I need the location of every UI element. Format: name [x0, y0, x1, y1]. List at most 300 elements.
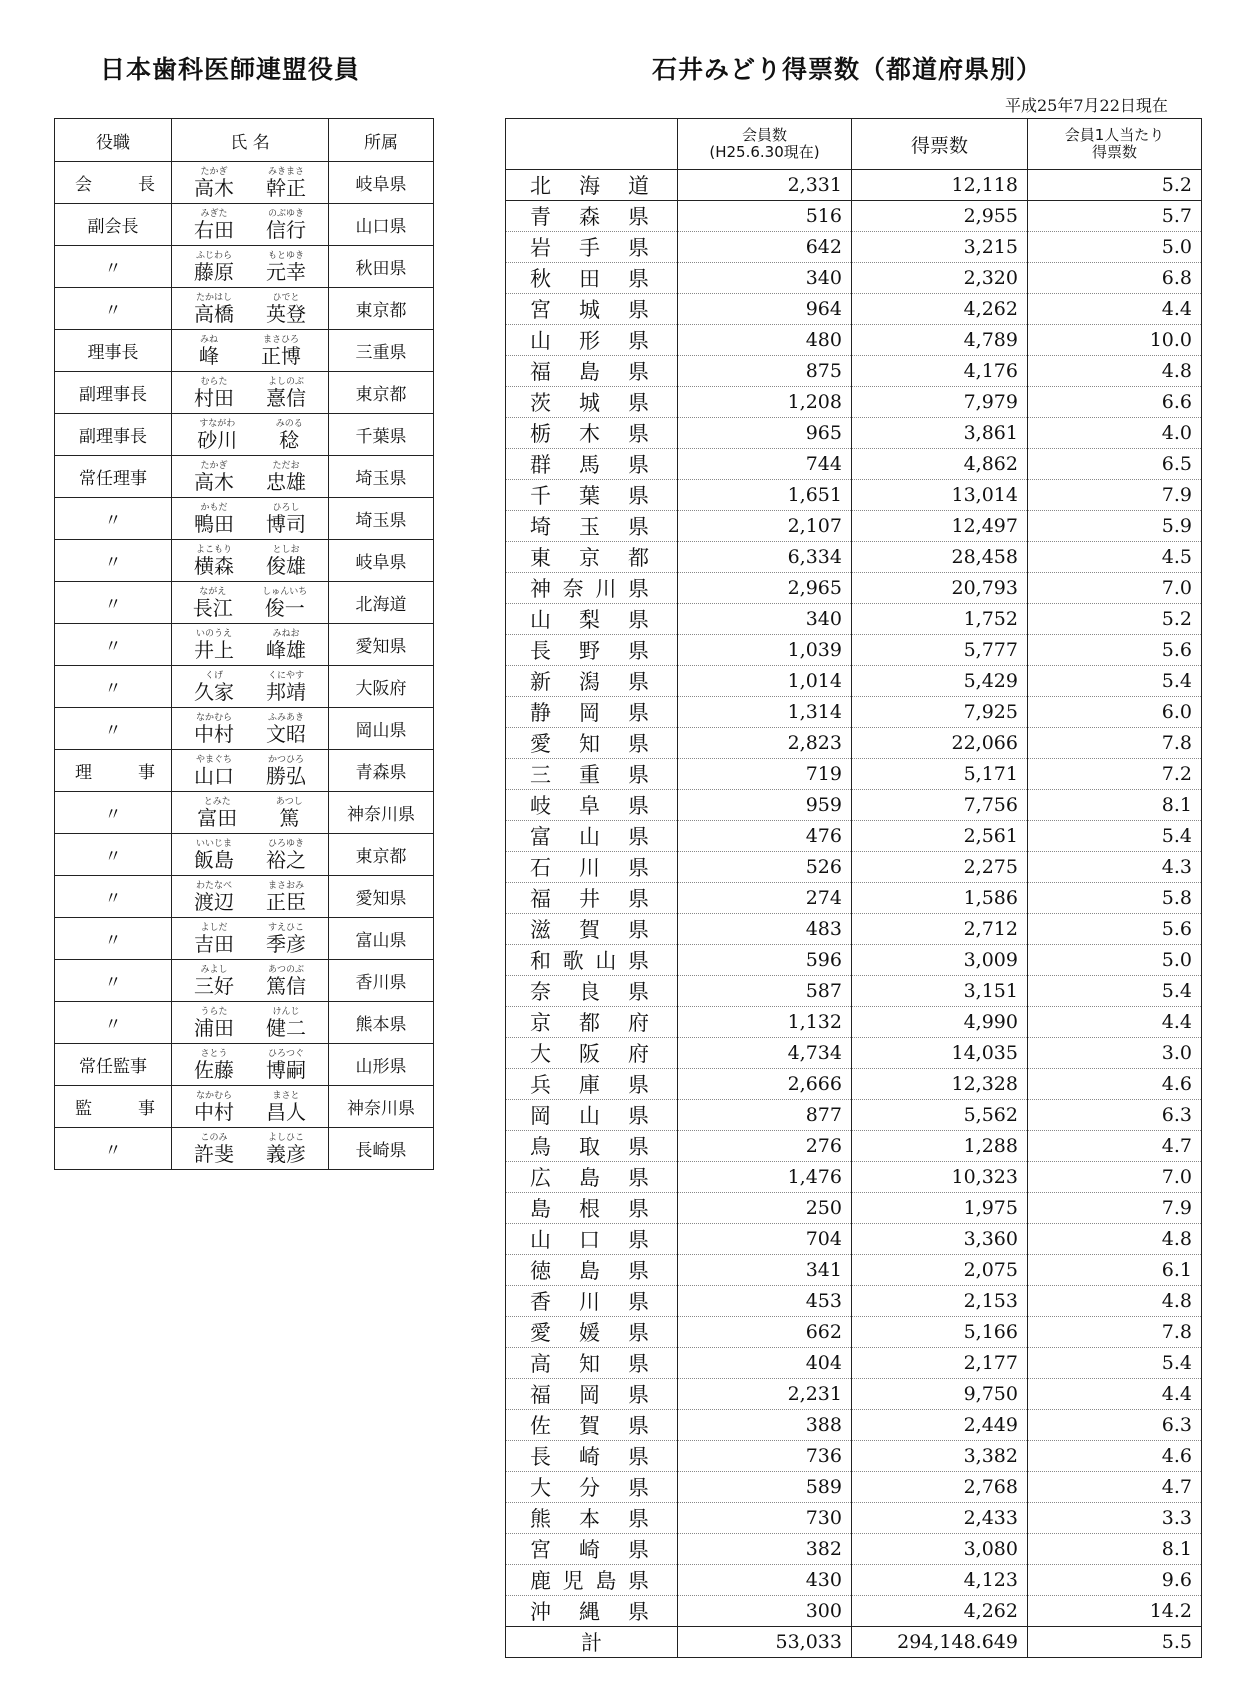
prefecture-name-text-char: 梨 [578, 608, 600, 632]
prefecture-name-text [506, 1162, 677, 1192]
officer-pref: 山口県 [329, 204, 434, 246]
votes-table [505, 118, 1202, 1658]
officer-name-part [194, 1092, 234, 1122]
vote-count: 5,166 [851, 1317, 1027, 1348]
prefecture-name [506, 1317, 678, 1348]
officer-role: 〃 [55, 540, 172, 582]
officer-name-wrap [172, 588, 328, 618]
prefecture-row [506, 697, 1202, 728]
officer-name-part [194, 924, 234, 954]
prefecture-name-text [506, 759, 677, 789]
officer-name-ruby: のぶゆき [267, 208, 304, 219]
officer-name-wrap [172, 672, 328, 702]
prefecture-name-text-char: 賀 [578, 1414, 600, 1438]
officer-name-part [266, 546, 306, 576]
officer-name-part [194, 882, 234, 912]
vote-count: 4,990 [851, 1007, 1027, 1038]
prefecture-name-text [506, 1193, 677, 1223]
officer-name-ruby: かもだ [200, 502, 228, 513]
prefecture-name-text-char: 庫 [578, 1073, 600, 1097]
prefecture-name-text-char: 島 [578, 360, 600, 384]
vote-count: 4,262 [851, 294, 1027, 325]
votes-per-member: 7.2 [1027, 759, 1201, 790]
officer-name-kanji: 高橋 [194, 301, 234, 326]
prefecture-name-text-char: 森 [578, 205, 600, 229]
member-count: 430 [677, 1565, 851, 1596]
member-count: 736 [677, 1441, 851, 1472]
officer-name-kanji: 博司 [266, 511, 306, 536]
member-count: 2,107 [677, 511, 851, 542]
prefecture-name-text-char: 野 [578, 639, 600, 663]
officer-role-spread-char: 会 [75, 175, 92, 195]
vote-count: 14,035 [851, 1038, 1027, 1069]
prefecture-name-text [506, 728, 677, 758]
prefecture-name-text [506, 170, 677, 200]
prefecture-name-text-char: 山 [578, 825, 600, 849]
header-ratio [1027, 119, 1201, 170]
officer-name-ruby: なかむら [195, 1090, 232, 1101]
officer-name-kanji: 渡辺 [194, 889, 234, 914]
officer-row [55, 540, 434, 582]
vote-count: 3,861 [851, 418, 1027, 449]
member-count: 340 [677, 263, 851, 294]
officer-name-kanji: 忠雄 [266, 469, 306, 494]
prefecture-name-text-char: 鳥 [530, 1135, 551, 1159]
officer-role: 〃 [55, 582, 172, 624]
officer-pref: 埼玉県 [329, 498, 434, 540]
officer-name-wrap [172, 1092, 328, 1122]
prefecture-name-text [506, 1565, 677, 1595]
prefecture-name [506, 325, 678, 356]
officer-name-kanji: 邦靖 [266, 679, 306, 704]
officer-name-ruby: わたなべ [195, 880, 232, 891]
vote-count: 12,118 [851, 170, 1027, 201]
officer-name-wrap [172, 840, 328, 870]
prefecture-name-text-char: 県 [627, 856, 649, 880]
officer-role: 副理事長 [55, 372, 172, 414]
prefecture-name-text-char: 山 [530, 608, 551, 632]
prefecture-name [506, 1348, 678, 1379]
officer-name-part [261, 336, 301, 366]
vote-count: 10,323 [851, 1162, 1027, 1193]
prefecture-name [506, 1379, 678, 1410]
officer-name-kanji: 正臣 [266, 889, 306, 914]
prefecture-name-text-char: 大 [530, 1042, 551, 1066]
officer-pref: 岡山県 [329, 708, 434, 750]
officer-role [55, 162, 172, 204]
prefecture-name-text-char: 熊 [530, 1507, 551, 1531]
prefecture-name-text-char: 奈 [530, 980, 551, 1004]
votes-per-member: 4.6 [1027, 1069, 1201, 1100]
prefecture-name-text-char: 群 [530, 453, 551, 477]
officer-name-ruby: すながわ [199, 418, 236, 429]
prefecture-name-text-char: 県 [627, 794, 649, 818]
officer-pref: 東京都 [329, 288, 434, 330]
vote-count: 3,009 [851, 945, 1027, 976]
officer-name [172, 918, 329, 960]
prefecture-name-text-char: 取 [578, 1135, 600, 1159]
officer-role-spread [55, 170, 171, 195]
officer-name-part [193, 588, 233, 618]
officer-name-wrap [172, 546, 328, 576]
prefecture-name [506, 294, 678, 325]
officer-pref: 長崎県 [329, 1128, 434, 1170]
votes-per-member: 4.5 [1027, 542, 1201, 573]
prefecture-name [506, 759, 678, 790]
vote-count: 22,066 [851, 728, 1027, 759]
officer-pref: 北海道 [329, 582, 434, 624]
prefecture-name [506, 945, 678, 976]
prefecture-name-text-char: 県 [627, 1569, 649, 1593]
member-count: 4,734 [677, 1038, 851, 1069]
prefecture-name-text-char: 県 [627, 1352, 649, 1376]
officer-name-ruby: しゅんいち [262, 586, 308, 597]
prefecture-name [506, 201, 678, 232]
officer-name-ruby: みよし [200, 964, 228, 975]
prefecture-name-text-char: 県 [627, 1259, 649, 1283]
vote-count: 4,176 [851, 356, 1027, 387]
officer-role: 〃 [55, 834, 172, 876]
prefecture-name [506, 1410, 678, 1441]
officer-role [55, 750, 172, 792]
prefecture-name-text-char: 岩 [530, 236, 551, 260]
prefecture-name-text-char: 県 [627, 918, 649, 942]
officer-name-ruby: よこもり [195, 544, 232, 555]
votes-per-member: 7.8 [1027, 728, 1201, 759]
member-count: 744 [677, 449, 851, 480]
officer-role-spread-char: 監 [75, 1099, 92, 1119]
officer-name-part [266, 1008, 306, 1038]
prefecture-name-text-char: 石 [530, 856, 551, 880]
vote-count: 12,497 [851, 511, 1027, 542]
prefecture-name-text-char: 県 [627, 825, 649, 849]
vote-count: 7,979 [851, 387, 1027, 418]
prefecture-name [506, 387, 678, 418]
prefecture-name-text [506, 449, 677, 479]
prefecture-name-text [506, 1038, 677, 1068]
prefecture-row [506, 1286, 1202, 1317]
prefecture-name-text-char: 県 [627, 949, 649, 973]
total-label: 計 [506, 1627, 678, 1658]
prefecture-name [506, 356, 678, 387]
member-count: 877 [677, 1100, 851, 1131]
officer-name-part [266, 1050, 306, 1080]
prefecture-name [506, 604, 678, 635]
prefecture-row [506, 635, 1202, 666]
officer-name-part [276, 798, 303, 828]
officer-name-kanji: 井上 [194, 637, 234, 662]
officer-pref: 秋田県 [329, 246, 434, 288]
votes-per-member: 6.1 [1027, 1255, 1201, 1286]
officer-name-kanji: 吉田 [194, 931, 234, 956]
officer-name [172, 960, 329, 1002]
prefecture-row [506, 1038, 1202, 1069]
prefecture-name-text-char: 口 [578, 1228, 600, 1252]
prefecture-name [506, 1565, 678, 1596]
prefecture-name-text-char: 県 [627, 453, 649, 477]
officer-row [55, 834, 434, 876]
vote-count: 1,288 [851, 1131, 1027, 1162]
officer-name-part [266, 966, 306, 996]
prefecture-name-text [506, 1441, 677, 1471]
votes-per-member: 7.8 [1027, 1317, 1201, 1348]
member-count: 596 [677, 945, 851, 976]
officer-name-kanji: 元幸 [266, 259, 306, 284]
prefecture-name-text [506, 1286, 677, 1316]
prefecture-row [506, 821, 1202, 852]
vote-count: 4,262 [851, 1596, 1027, 1627]
prefecture-name-text-char: 青 [530, 205, 551, 229]
prefecture-name [506, 1596, 678, 1627]
votes-per-member: 4.3 [1027, 852, 1201, 883]
prefecture-name-text-char: 岡 [578, 701, 600, 725]
officer-name-ruby: よしだ [200, 922, 228, 933]
votes-per-member: 4.8 [1027, 1224, 1201, 1255]
prefecture-name-text-char: 知 [578, 732, 600, 756]
prefecture-name [506, 542, 678, 573]
officer-name-part [194, 672, 234, 702]
vote-count: 2,275 [851, 852, 1027, 883]
officer-role: 〃 [55, 1002, 172, 1044]
prefecture-name-text-char: 形 [578, 329, 600, 353]
prefecture-name-text-char: 井 [578, 887, 600, 911]
officer-role: 〃 [55, 792, 172, 834]
officer-name-kanji: 浦田 [194, 1015, 234, 1040]
prefecture-row [506, 1534, 1202, 1565]
member-count: 476 [677, 821, 851, 852]
member-count: 2,823 [677, 728, 851, 759]
member-count: 642 [677, 232, 851, 263]
officer-name-kanji: 義彦 [266, 1141, 306, 1166]
prefecture-name-text-char: 島 [530, 1197, 551, 1221]
officer-name [172, 1086, 329, 1128]
officer-name-part [266, 378, 306, 408]
member-count: 340 [677, 604, 851, 635]
prefecture-name-text-char: 神 [530, 577, 551, 601]
prefecture-name [506, 1100, 678, 1131]
votes-per-member: 5.0 [1027, 232, 1201, 263]
member-count: 2,666 [677, 1069, 851, 1100]
prefecture-name-text-char: 重 [578, 763, 600, 787]
prefecture-name-text-char: 都 [627, 546, 649, 570]
prefecture-name-text [506, 697, 677, 727]
prefecture-name-text-char: 阪 [578, 1042, 600, 1066]
prefecture-name [506, 883, 678, 914]
prefecture-row [506, 356, 1202, 387]
member-count: 1,476 [677, 1162, 851, 1193]
prefecture-row [506, 883, 1202, 914]
officer-role: 〃 [55, 246, 172, 288]
votes-per-member: 5.4 [1027, 666, 1201, 697]
prefecture-name-text-char: 道 [627, 174, 649, 198]
prefecture-name-text-char: 賀 [578, 918, 600, 942]
prefecture-row [506, 1193, 1202, 1224]
prefecture-row [506, 852, 1202, 883]
prefecture-row [506, 1441, 1202, 1472]
prefecture-name-text-char: 岐 [530, 794, 551, 818]
prefecture-name-text-char: 川 [578, 1290, 600, 1314]
prefecture-row [506, 1410, 1202, 1441]
officer-role-spread-char: 事 [138, 1099, 155, 1119]
officer-name-part [266, 1134, 306, 1164]
prefecture-name-text [506, 914, 677, 944]
prefecture-name-text [506, 821, 677, 851]
member-count: 276 [677, 1131, 851, 1162]
officer-name-kanji: 鴨田 [194, 511, 234, 536]
officer-name-wrap [172, 882, 328, 912]
officer-name-wrap [172, 378, 328, 408]
member-count: 526 [677, 852, 851, 883]
as-of-date: 平成25年7月22日現在 [1005, 96, 1168, 115]
officer-name-part [266, 924, 306, 954]
prefecture-row [506, 325, 1202, 356]
officer-name-ruby: まさひろ [262, 334, 299, 345]
prefecture-name-text-char: 千 [530, 484, 551, 508]
prefecture-name-text [506, 1100, 677, 1130]
officer-name-ruby: もとゆき [267, 250, 304, 261]
vote-count: 3,360 [851, 1224, 1027, 1255]
votes-header-row [506, 119, 1202, 170]
votes-per-member: 4.8 [1027, 1286, 1201, 1317]
prefecture-name-text [506, 294, 677, 324]
officer-name-ruby: いのうえ [195, 628, 232, 639]
officer-name-ruby: ながえ [199, 586, 227, 597]
officer-name-wrap [172, 336, 328, 366]
prefecture-name-text-char: 本 [578, 1507, 600, 1531]
prefecture-name-text-char: 県 [627, 422, 649, 446]
vote-count: 9,750 [851, 1379, 1027, 1410]
prefecture-name-text [506, 1007, 677, 1037]
member-count: 453 [677, 1286, 851, 1317]
officer-name-ruby: ふじわら [195, 250, 232, 261]
prefecture-row [506, 666, 1202, 697]
prefecture-row [506, 976, 1202, 1007]
officer-name-ruby: すえひこ [267, 922, 304, 933]
officer-name-wrap [172, 420, 328, 450]
member-count: 382 [677, 1534, 851, 1565]
officer-name-part [266, 756, 306, 786]
prefecture-name-text-char: 県 [627, 732, 649, 756]
prefecture-name-text-char: 根 [578, 1197, 600, 1221]
officer-name-ruby: たかぎ [200, 460, 228, 471]
prefecture-name-text-char: 県 [627, 1414, 649, 1438]
prefecture-name-text-char: 分 [578, 1476, 600, 1500]
prefecture-name-text [506, 666, 677, 696]
prefecture-name [506, 170, 678, 201]
officer-row [55, 1086, 434, 1128]
prefecture-name-text-char: 県 [627, 1228, 649, 1252]
officer-row [55, 960, 434, 1002]
officer-role: 〃 [55, 1128, 172, 1170]
votes-per-member: 6.6 [1027, 387, 1201, 418]
officer-name-kanji: 正博 [261, 343, 301, 368]
officer-name-kanji: 博嗣 [266, 1057, 306, 1082]
prefecture-name-text [506, 1131, 677, 1161]
officer-name-wrap [172, 714, 328, 744]
prefecture-row [506, 542, 1202, 573]
prefecture-name-text-char: 島 [578, 1166, 600, 1190]
officer-role-spread-char: 事 [138, 763, 155, 783]
officer-name-ruby: とみた [203, 796, 231, 807]
member-count: 1,314 [677, 697, 851, 728]
officer-name-kanji: 峰 [199, 343, 219, 368]
officer-name-kanji: 富田 [197, 805, 238, 830]
prefecture-name-text-char: 徳 [530, 1259, 551, 1283]
officer-name-kanji: 横森 [194, 553, 234, 578]
total-row [506, 1627, 1202, 1658]
officer-name-wrap [172, 756, 328, 786]
vote-count: 1,586 [851, 883, 1027, 914]
prefecture-row [506, 480, 1202, 511]
prefecture-row [506, 573, 1202, 604]
prefecture-name-text-char: 長 [530, 1445, 551, 1469]
votes-per-member: 7.0 [1027, 573, 1201, 604]
member-count: 2,331 [677, 170, 851, 201]
vote-count: 1,975 [851, 1193, 1027, 1224]
prefecture-name-text [506, 232, 677, 262]
officer-name-part [194, 1134, 234, 1164]
prefecture-name-text-char: 知 [578, 1352, 600, 1376]
officer-pref: 山形県 [329, 1044, 434, 1086]
officer-name-part [197, 420, 237, 450]
officer-name-part [266, 714, 306, 744]
vote-count: 2,712 [851, 914, 1027, 945]
officer-name-wrap [172, 462, 328, 492]
prefecture-name-text-char: 阜 [578, 794, 600, 818]
prefecture-name-text [506, 1255, 677, 1285]
officer-name-ruby: なかむら [195, 712, 232, 723]
prefecture-row [506, 1565, 1202, 1596]
officer-pref: 熊本県 [329, 1002, 434, 1044]
officer-role: 常任監事 [55, 1044, 172, 1086]
prefecture-name-text-char: 大 [530, 1476, 551, 1500]
officer-name [172, 372, 329, 414]
prefecture-row [506, 1317, 1202, 1348]
officer-name-kanji: 俊一 [264, 595, 305, 620]
prefecture-name-text [506, 976, 677, 1006]
prefecture-row [506, 1069, 1202, 1100]
officer-name-part [266, 168, 306, 198]
officers-header-row [55, 119, 434, 162]
officer-name-ruby: やまぐち [195, 754, 232, 765]
officer-role-spread-char: 長 [138, 175, 155, 195]
member-count: 965 [677, 418, 851, 449]
officer-name-kanji: 許斐 [194, 1141, 234, 1166]
member-count: 6,334 [677, 542, 851, 573]
prefecture-name [506, 1441, 678, 1472]
prefecture-name [506, 1131, 678, 1162]
prefecture-name-text-char: 福 [530, 1383, 551, 1407]
officer-name-kanji: 勝弘 [266, 763, 306, 788]
vote-count: 3,151 [851, 976, 1027, 1007]
prefecture-name-text-char: 宮 [530, 298, 551, 322]
prefecture-name-text-char: 島 [595, 1569, 617, 1593]
officer-name-ruby: ひろゆき [267, 838, 304, 849]
officer-role: 〃 [55, 708, 172, 750]
officer-name-wrap [172, 504, 328, 534]
officer-name-kanji: 村田 [194, 385, 234, 410]
officer-role: 〃 [55, 960, 172, 1002]
prefecture-name-text [506, 201, 677, 231]
votes-per-member: 6.3 [1027, 1100, 1201, 1131]
prefecture-name-text-char: 崎 [578, 1538, 600, 1562]
prefecture-name-text-char: 山 [578, 1104, 600, 1128]
prefecture-name-text [506, 1534, 677, 1564]
officer-name-part [266, 630, 306, 660]
officer-name-part [194, 294, 234, 324]
prefecture-name-text-char: 県 [627, 1476, 649, 1500]
officer-name-part [194, 714, 234, 744]
